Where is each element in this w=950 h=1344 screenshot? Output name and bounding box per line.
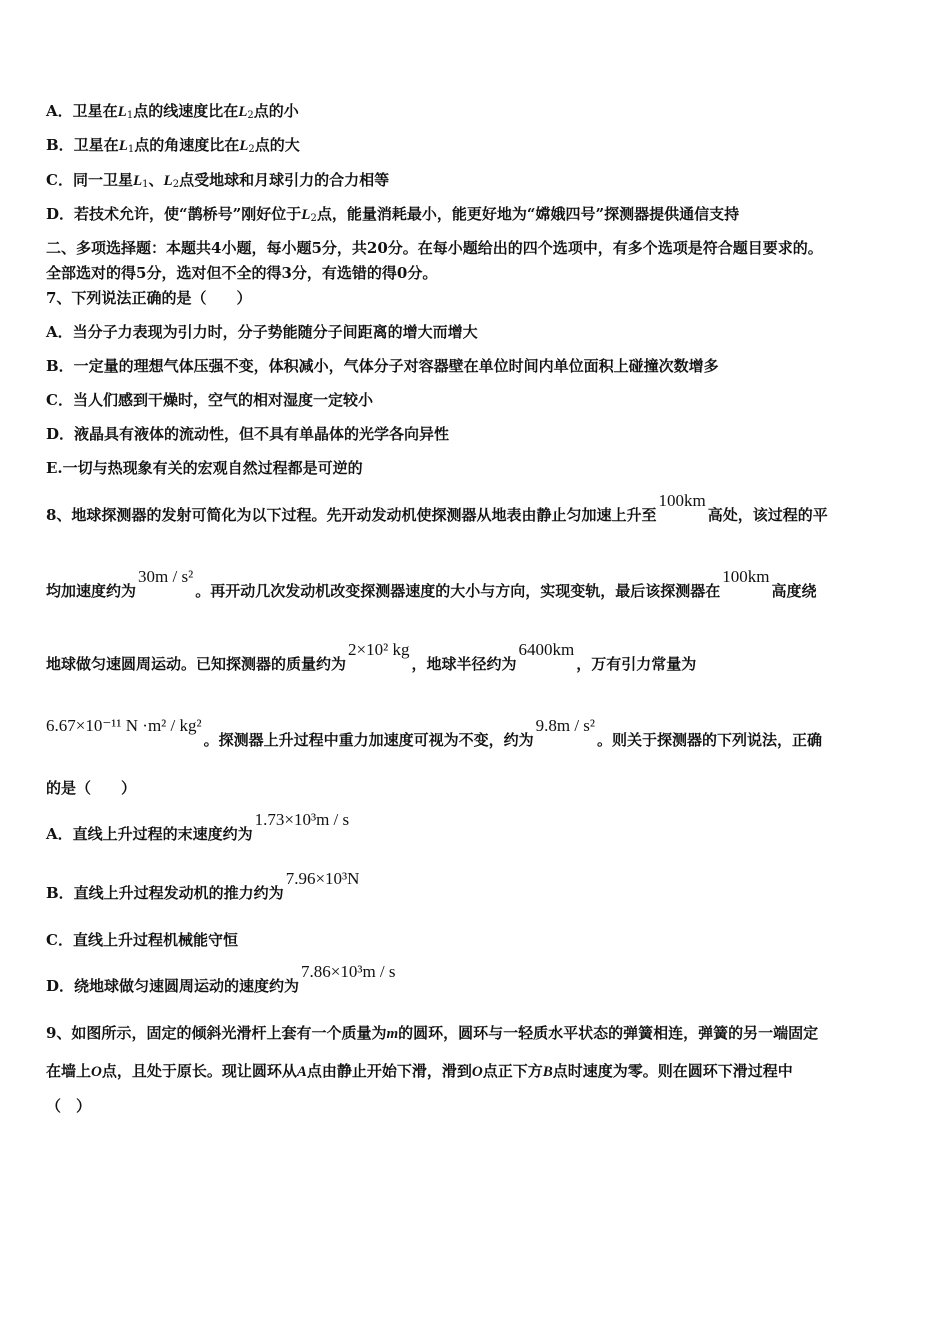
q7-option-d: D．液晶具有液体的流动性，但不具有单晶体的光学各向异性	[46, 425, 450, 443]
math-option-d: 7.86×10³m / s	[301, 962, 396, 981]
q8-option-a: A．直线上升过程的末速度约为1.73×10³m / s	[46, 810, 350, 843]
q9-line1: 9、如图所示，固定的倾斜光滑杆上套有一个质量为m的圆环，圆环与一轻质水平状态的弹簧相连，弹簧的另一端固定	[46, 1024, 819, 1042]
q9-line3: （ ）	[46, 1097, 92, 1115]
section-heading-line1: 二、多项选择题：本题共4小题，每小题5分，共20分。在每小题给出的四个选项中，有多个选项是符合题目要求的。	[46, 239, 823, 257]
q6-option-b: B．卫星在$L_1$点的角速度比在$L_2$点的大	[46, 136, 300, 155]
math-100km: 100km	[658, 491, 706, 510]
q8-line2: 均加速度约为30m / s²。再开动几次发动机改变探测器速度的大小与方向，实现变轨，最后该探测器在100km高度绕	[46, 567, 817, 600]
math-g: 9.8m / s²	[535, 716, 596, 735]
q7-option-e: E.一切与热现象有关的宏观自然过程都是可逆的	[46, 459, 363, 477]
q6-option-d: D．若技术允许，使“鹊桥号”刚好位于$L_2$点，能量消耗最小，能更好地为“嫦娥四号”探测器提供通信支持	[46, 205, 740, 224]
q7-option-c: C．当人们感到干燥时，空气的相对湿度一定较小	[46, 391, 373, 409]
q6-option-a: A．卫星在$L_1$点的线速度比在$L_2$点的小	[46, 102, 299, 121]
q7-option-a: A．当分子力表现为引力时，分子势能随分子间距离的增大而增大	[46, 323, 478, 341]
q8-line3: 地球做匀速圆周运动。已知探测器的质量约为2×10² kg，地球半径约为6400km，万有引力常量为	[46, 640, 697, 673]
q9-line2: 在墙上O点，且处于原长。现让圆环从A点由静止开始下滑，滑到O点正下方B点时速度为零。则在圆环下滑过程中	[46, 1062, 793, 1080]
section-heading-line2: 全部选对的得5分，选对但不全的得3分，有选错的得0分。	[46, 264, 438, 282]
q8-option-b: B．直线上升过程发动机的推力约为7.96×10³N	[46, 869, 360, 902]
math-option-b: 7.96×10³N	[285, 869, 360, 888]
math-acceleration: 30m / s²	[138, 567, 194, 586]
math-gravitational-constant: 6.67×10⁻¹¹ N ·m² / kg²	[46, 716, 202, 735]
q8-line5: 的是（ ）	[46, 779, 137, 797]
q8-line4: 6.67×10⁻¹¹ N ·m² / kg²。探测器上升过程中重力加速度可视为不变，约为9.8m / s²。则关于探测器的下列说法，正确	[46, 716, 823, 749]
q8-line1: 8、地球探测器的发射可简化为以下过程。先开动发动机使探测器从地表由静止匀加速上升至100km高处，该过程的平	[46, 491, 828, 524]
q8-option-d: D．绕地球做匀速圆周运动的速度约为7.86×10³m / s	[46, 962, 396, 995]
q7-option-b: B．一定量的理想气体压强不变，体积减小，气体分子对容器壁在单位时间内单位面积上碰撞次数增多	[46, 357, 719, 375]
math-altitude: 100km	[722, 567, 770, 586]
math-option-a: 1.73×10³m / s	[254, 810, 350, 829]
math-radius: 6400km	[518, 640, 575, 659]
q6-option-c: C．同一卫星$L_1$、$L_2$点受地球和月球引力的合力相等	[46, 171, 390, 190]
math-mass: 2×10² kg	[348, 640, 410, 659]
q7-stem: 7、下列说法正确的是（ ）	[46, 289, 252, 307]
q8-option-c: C．直线上升过程机械能守恒	[46, 931, 238, 949]
